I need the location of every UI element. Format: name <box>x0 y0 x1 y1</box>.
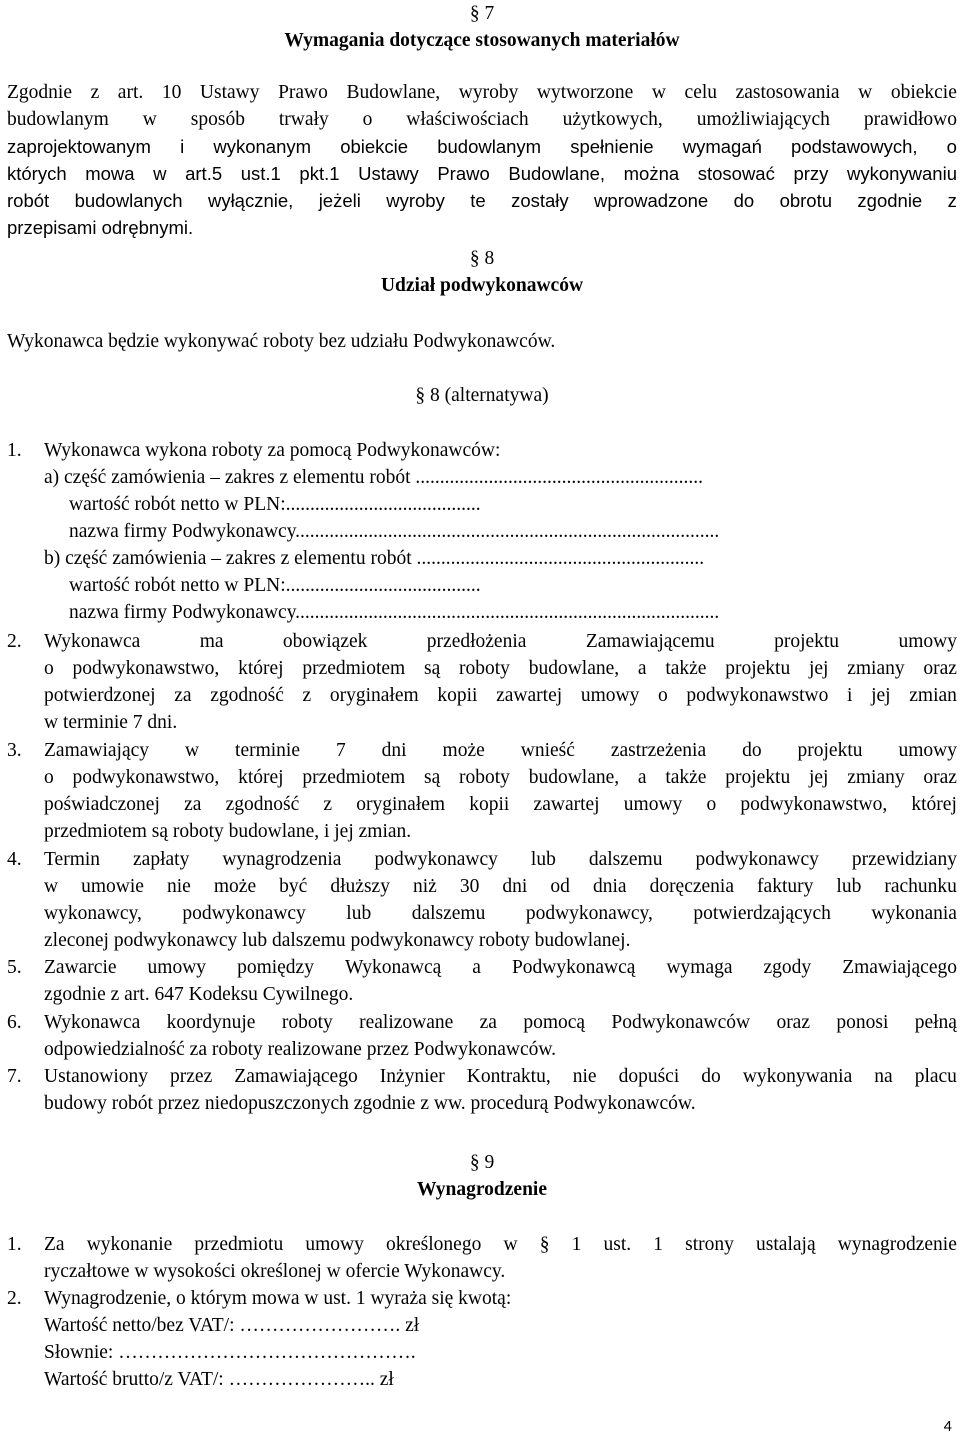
word: Za <box>44 1234 65 1255</box>
word: przewidziany <box>851 849 957 870</box>
section-7-title: Wymagania dotyczące stosowanych materiałów <box>284 30 680 51</box>
word: dni <box>381 740 407 761</box>
word: Kontraktu, <box>466 1066 551 1087</box>
alt-item-line <box>44 846 957 873</box>
word: te <box>470 190 486 211</box>
word: roboty <box>281 1012 333 1033</box>
word: Zamawiającemu <box>585 631 715 652</box>
word: strony <box>685 1234 734 1255</box>
word: których <box>7 163 67 184</box>
word: 1 <box>571 1234 582 1255</box>
alt-item-number: 7. <box>7 1066 22 1087</box>
alt-item-line: a) część zamówienia – zakres z elementu robót ........................................................... <box>44 467 704 488</box>
word: projektu <box>774 631 840 652</box>
alt-item-line: budowy robót przez niedopuszczonych zgodnie z ww. procedurą Podwykonawców. <box>44 1093 696 1114</box>
word: Ustanowiony <box>44 1066 148 1087</box>
word: o <box>946 136 957 157</box>
word: 10 <box>161 82 182 103</box>
word: Wykonawcą <box>344 957 442 978</box>
word: w <box>651 82 666 103</box>
word: i <box>180 136 185 157</box>
word: podwykonawcy <box>182 903 306 924</box>
word: wynagrodzenia <box>222 849 342 870</box>
word: jeżeli <box>318 190 361 211</box>
payment-item-line: Wartość brutto/z VAT/: ………………….. zł <box>44 1369 394 1390</box>
word: podwykonawstwo <box>686 685 829 706</box>
section-8-title: Udział podwykonawców <box>380 275 584 296</box>
alt-item <box>7 737 957 845</box>
word: przy <box>793 163 829 184</box>
word: może <box>442 740 485 761</box>
word: przedmiotu <box>194 1234 284 1255</box>
word: wyłącznie, <box>207 190 294 211</box>
word: do <box>701 1066 721 1087</box>
word: wykonywania <box>742 1066 853 1087</box>
alt-item <box>7 954 957 1008</box>
word: o <box>658 685 668 706</box>
word: potwierdzających <box>693 903 831 924</box>
section-8-text: Wykonawca będzie wykonywać roboty bez udziału Podwykonawców. <box>7 331 556 352</box>
alt-item-line <box>44 655 957 682</box>
alt-item-line <box>44 791 957 818</box>
word: Podwykonawców <box>611 1012 751 1033</box>
word: zmiany <box>847 658 905 679</box>
word: sposób <box>190 109 245 130</box>
section-7-line <box>7 160 957 187</box>
word: są <box>423 658 441 679</box>
section-8-alt-number: § 8 (alternatywa) <box>415 385 549 406</box>
word: poświadczonej <box>44 794 160 815</box>
word: o <box>44 767 54 788</box>
section-7-line: przepisami odrębnymi. <box>7 217 194 238</box>
section-8-heading <box>7 245 957 299</box>
alt-item-line <box>44 628 957 655</box>
section-7-line <box>7 79 957 106</box>
word: za <box>174 685 192 706</box>
word: Wykonawca <box>44 631 141 652</box>
word: w <box>44 876 59 897</box>
payment-item-number: 2. <box>7 1288 22 1309</box>
word: art. <box>117 82 144 103</box>
alt-item-number: 6. <box>7 1012 22 1033</box>
word: wnieść <box>520 740 575 761</box>
payment-item <box>7 1285 957 1393</box>
word: Termin <box>44 849 101 870</box>
word: może <box>213 876 257 897</box>
word: o <box>706 794 717 815</box>
word: obrotu <box>779 190 833 211</box>
word: ust.1 <box>240 163 281 184</box>
alt-item-body <box>44 628 957 736</box>
word: prawidłowo <box>863 109 957 130</box>
word: przez <box>170 1066 213 1087</box>
word: wykonywaniu <box>846 163 957 184</box>
word: zapłaty <box>133 849 190 870</box>
word: pełną <box>914 1012 957 1033</box>
word: 30 <box>459 876 480 897</box>
word: zgodnie <box>857 190 923 211</box>
alt-item-line <box>44 764 957 791</box>
alt-item-line: Wykonawca wykona roboty za pomocą Podwykonawców: <box>44 440 501 461</box>
word: oraz <box>923 658 957 679</box>
word: Ustawy <box>199 82 260 103</box>
word: w <box>858 82 873 103</box>
word: Budowlane, <box>346 82 441 103</box>
payment-item-body <box>44 1285 957 1393</box>
section-7-line <box>7 187 957 214</box>
word: budowlanym <box>437 136 542 157</box>
word: pkt.1 <box>299 163 340 184</box>
word: zgodność <box>225 794 300 815</box>
word: Prawo <box>437 163 490 184</box>
section-7-heading <box>7 0 957 54</box>
word: Podwykonawcą <box>511 957 636 978</box>
word: wytworzone <box>536 82 634 103</box>
word: umowy <box>623 794 683 815</box>
section-7-number: § 7 <box>469 3 495 24</box>
word: na <box>874 1066 893 1087</box>
word: ma <box>199 631 224 652</box>
word: umowy <box>898 631 957 652</box>
alt-item-body <box>44 437 957 626</box>
word: której <box>238 658 284 679</box>
section-9-title: Wynagrodzenie <box>417 1179 547 1200</box>
word: jej <box>808 658 829 679</box>
word: wynagrodzenie <box>837 1234 957 1255</box>
section-7-line <box>7 133 957 160</box>
word: także <box>665 767 707 788</box>
word: nie <box>167 876 191 897</box>
word: projektu <box>725 767 791 788</box>
word: użytkowych, <box>562 109 663 130</box>
word: wykonanym <box>213 136 312 157</box>
word: przedłożenia <box>426 631 527 652</box>
section-8-text-block <box>7 328 957 355</box>
alt-item-line <box>44 954 957 981</box>
word: w <box>153 163 167 184</box>
word: oryginałem <box>329 685 419 706</box>
alt-item-number: 1. <box>7 440 22 461</box>
word: obowiązek <box>282 631 368 652</box>
alt-item-line <box>44 873 957 900</box>
word: kopii <box>469 794 510 815</box>
word: Prawo <box>278 82 328 103</box>
word: lub <box>836 876 862 897</box>
alt-item-line: przedmiotem są roboty budowlane, i jej zmian. <box>44 821 412 842</box>
word: pomocą <box>523 1012 586 1033</box>
section-9-heading <box>7 1149 957 1203</box>
word: można <box>623 163 680 184</box>
word: dalszemu <box>588 849 663 870</box>
word: rachunku <box>884 876 957 897</box>
word: za <box>184 794 202 815</box>
alt-item-line: b) część zamówienia – zakres z elementu robót ........................................................... <box>44 548 705 569</box>
word: mowa <box>85 163 135 184</box>
alt-item-line <box>44 1063 957 1090</box>
word: do <box>742 740 762 761</box>
word: dalszemu <box>411 903 486 924</box>
word: Zawarcie <box>44 957 117 978</box>
word: także <box>665 658 707 679</box>
payment-item-line <box>44 1231 957 1258</box>
payment-item-line: Słownie: ………………………………………. <box>44 1342 416 1363</box>
word: dnia <box>592 876 627 897</box>
word: a <box>637 767 647 788</box>
word: w <box>142 109 157 130</box>
word: z <box>302 685 312 706</box>
alt-item-body <box>44 954 957 1008</box>
word: do <box>733 190 755 211</box>
alt-item-line: odpowiedzialność za roboty realizowane przez Podwykonawców. <box>44 1039 557 1060</box>
word: wymaga <box>666 957 733 978</box>
word: za <box>479 1012 497 1033</box>
word: wykonanie <box>86 1234 173 1255</box>
word: Wykonawca <box>44 1012 141 1033</box>
word: dni <box>502 876 528 897</box>
word: umowy <box>580 685 640 706</box>
word: obiekcie <box>340 136 409 157</box>
word: o <box>362 109 373 130</box>
word: zmian <box>909 685 957 706</box>
word: zostały <box>511 190 569 211</box>
payment-item-body <box>44 1231 957 1285</box>
word: 7 <box>335 740 346 761</box>
word: Zgodnie <box>7 82 72 103</box>
word: Zmawiającego <box>842 957 957 978</box>
word: trwały <box>278 109 329 130</box>
word: budowlane, <box>528 767 620 788</box>
word: doręczenia <box>649 876 734 897</box>
section-8-alt-heading <box>7 382 957 409</box>
alt-item-line <box>44 737 957 764</box>
word: i <box>847 685 853 706</box>
word: zawartej <box>496 685 563 706</box>
word: budowlane, <box>528 658 620 679</box>
word: umowy <box>898 740 957 761</box>
word: zawartej <box>533 794 600 815</box>
word: ponosi <box>836 1012 889 1033</box>
word: a <box>637 658 647 679</box>
word: umowy <box>147 957 207 978</box>
word: w <box>503 1234 518 1255</box>
word: niż <box>413 876 437 897</box>
payment-item <box>7 1231 957 1285</box>
word: wyroby <box>386 190 445 211</box>
word: jej <box>808 767 829 788</box>
alt-item-number: 4. <box>7 849 22 870</box>
alt-item-number: 5. <box>7 957 22 978</box>
word: umożliwiających <box>696 109 830 130</box>
alt-item-line: wartość robót netto w PLN:........................................ <box>69 494 481 515</box>
alt-item <box>7 437 957 626</box>
word: a <box>472 957 481 978</box>
word: oryginałem <box>356 794 446 815</box>
word: ustalają <box>756 1234 816 1255</box>
word: wykonawcy, <box>44 903 142 924</box>
word: są <box>423 767 441 788</box>
word: roboty <box>459 658 510 679</box>
word: z <box>90 82 100 103</box>
word: podstawowych, <box>791 136 918 157</box>
word: projektu <box>725 658 791 679</box>
word: której <box>238 767 284 788</box>
payment-item-line: Wynagrodzenie, o którym mowa w ust. 1 wyraża się kwotą: <box>44 1288 512 1309</box>
word: zgodność <box>210 685 284 706</box>
alt-item-body <box>44 846 957 954</box>
alt-item-line: zgodnie z art. 647 Kodeksu Cywilnego. <box>44 984 354 1005</box>
payment-item-line: Wartość netto/bez VAT/: ……………………. zł <box>44 1315 420 1336</box>
alt-item-line <box>44 900 957 927</box>
word: zastosowania <box>735 82 840 103</box>
word: obiekcie <box>890 82 957 103</box>
word: nie <box>572 1066 597 1087</box>
payment-item-line: ryczałtowe w wysokości określonej w ofercie Wykonawcy. <box>44 1261 506 1282</box>
word: podwykonawstwo, <box>72 658 220 679</box>
word: roboty <box>459 767 510 788</box>
word: wymagań <box>682 136 762 157</box>
word: z <box>323 794 333 815</box>
page-number: 4 <box>943 1418 952 1435</box>
word: § <box>539 1234 550 1255</box>
word: podwykonawcy <box>695 849 819 870</box>
word: podwykonawstwo, <box>740 794 888 815</box>
word: umowy <box>305 1234 364 1255</box>
word: 1 <box>653 1234 664 1255</box>
word: o <box>44 658 54 679</box>
alt-item-number: 2. <box>7 631 22 652</box>
word: zastrzeżenia <box>610 740 707 761</box>
word: projektu <box>797 740 863 761</box>
word: art.5 <box>185 163 223 184</box>
word: zmiany <box>847 767 905 788</box>
word: terminie <box>235 740 301 761</box>
alt-item-line: nazwa firmy Podwykonawcy....................................................................................... <box>69 602 720 623</box>
word: celu <box>684 82 718 103</box>
payment-item-number: 1. <box>7 1234 22 1255</box>
word: koordynuje <box>166 1012 256 1033</box>
word: oraz <box>923 767 957 788</box>
word: dłuższy <box>330 876 390 897</box>
word: kopii <box>437 685 478 706</box>
word: której <box>911 794 957 815</box>
word: budowlanych <box>74 190 183 211</box>
word: ust. <box>603 1234 632 1255</box>
word: realizowane <box>359 1012 454 1033</box>
alt-item <box>7 628 957 736</box>
word: przedmiotem <box>302 658 406 679</box>
word: w <box>184 740 200 761</box>
word: pomiędzy <box>237 957 314 978</box>
word: podwykonawstwo, <box>72 767 220 788</box>
alt-item-body <box>44 1009 957 1063</box>
alt-item-line <box>44 1009 957 1036</box>
alt-item-number: 3. <box>7 740 22 761</box>
word: być <box>279 876 308 897</box>
word: podwykonawcy, <box>525 903 653 924</box>
word: robót <box>7 190 50 211</box>
word: Ustawy <box>358 163 419 184</box>
word: lub <box>346 903 372 924</box>
word: wprowadzone <box>594 190 709 211</box>
word: z <box>947 190 957 211</box>
word: Inżynier <box>379 1066 445 1087</box>
alt-item-line: nazwa firmy Podwykonawcy....................................................................................... <box>69 521 720 542</box>
alt-item-line <box>44 682 957 709</box>
alt-item-body <box>44 737 957 845</box>
alt-item <box>7 1009 957 1063</box>
alt-item-body <box>44 1063 957 1117</box>
word: od <box>550 876 570 897</box>
section-9-number: § 9 <box>469 1152 495 1173</box>
word: właściwościach <box>406 109 529 130</box>
word: faktury <box>757 876 814 897</box>
word: placu <box>914 1066 957 1087</box>
alt-item-line: wartość robót netto w PLN:........................................ <box>69 575 481 596</box>
word: Zamawiającego <box>234 1066 358 1087</box>
alt-item <box>7 1063 957 1117</box>
alt-item-line: w terminie 7 dni. <box>44 712 178 733</box>
word: oraz <box>776 1012 810 1033</box>
word: przedmiotem <box>302 767 406 788</box>
word: dopuści <box>618 1066 680 1087</box>
section-8-number: § 8 <box>469 248 495 269</box>
word: Budowlane, <box>508 163 606 184</box>
word: wyroby <box>458 82 519 103</box>
word: określonego <box>386 1234 482 1255</box>
word: wykonania <box>871 903 957 924</box>
alt-item-line: zleconej podwykonawcy lub dalszemu podwykonawcy roboty budowlanej. <box>44 930 631 951</box>
word: budowlanym <box>7 109 109 130</box>
alt-item <box>7 846 957 954</box>
section-7-line <box>7 106 957 133</box>
word: podwykonawcy <box>374 849 498 870</box>
word: spełnienie <box>570 136 654 157</box>
word: umowie <box>81 876 144 897</box>
word: zgody <box>763 957 812 978</box>
word: lub <box>530 849 556 870</box>
section-7-body <box>7 79 957 241</box>
word: stosować <box>697 163 775 184</box>
word: zaprojektowanym <box>7 136 151 157</box>
word: Zamawiający <box>44 740 150 761</box>
word: jej <box>871 685 891 706</box>
word: potwierdzonej <box>44 685 156 706</box>
